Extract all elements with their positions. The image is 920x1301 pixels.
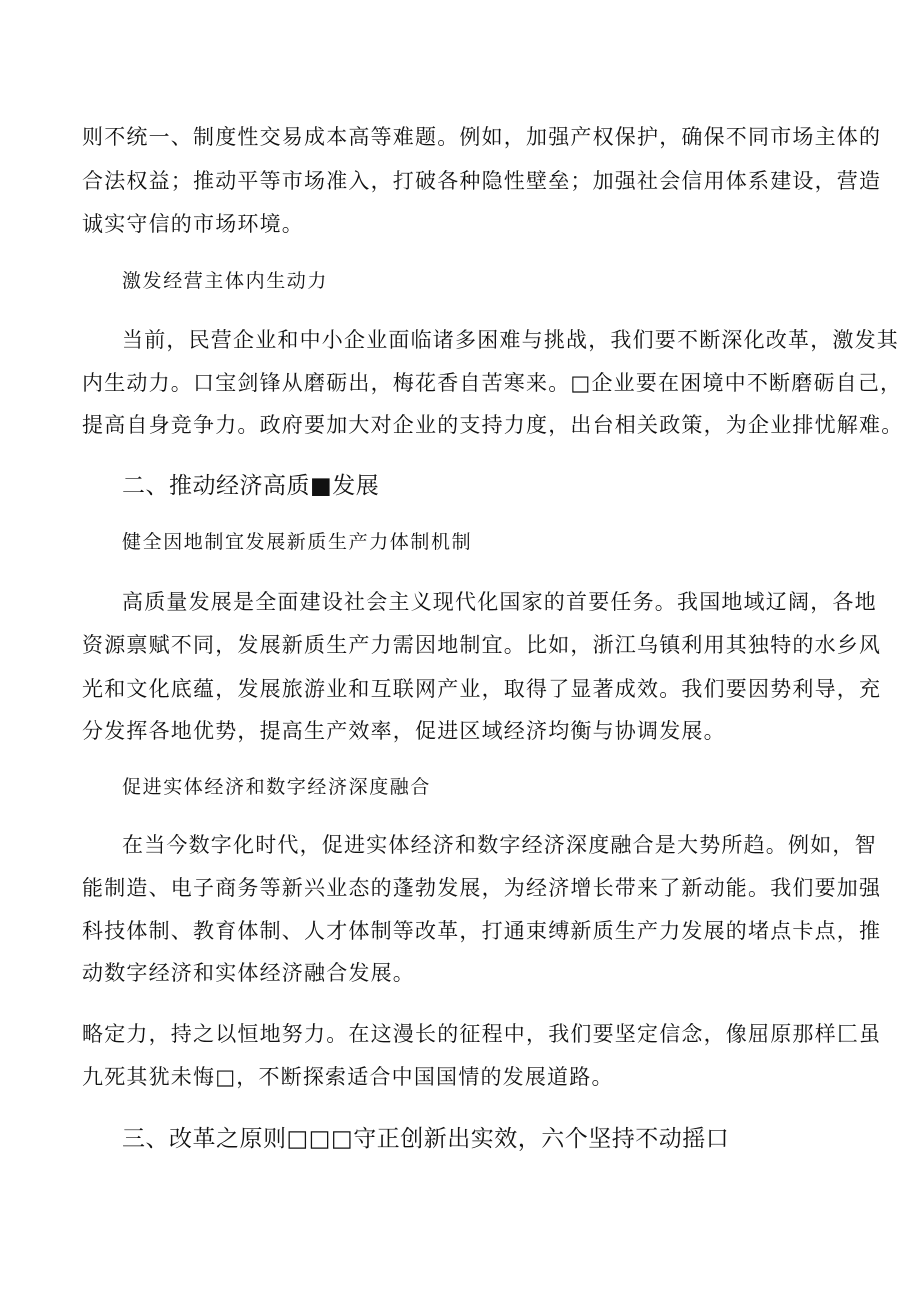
paragraph-line: 略定力，持之以恒地努力。在这漫长的征程中，我们要坚定信念，像屈原那样匚虽 — [82, 1022, 882, 1046]
paragraph-line: 动数字经济和实体经济融合发展。 — [82, 961, 415, 985]
section-heading-2: 二、推动经济高质■发展 — [122, 473, 380, 499]
paragraph-line: 提高自身竞争力。政府要加大对企业的支持力度，出台相关政策，为企业排忧解难。 — [82, 413, 904, 437]
subheading-digital-integration: 促进实体经济和数字经济深度融合 — [122, 776, 432, 798]
paragraph-line: 当前，民营企业和中小企业面临诸多困难与挑战，我们要不断深化改革，激发其 — [122, 328, 899, 352]
paragraph-line: 能制造、电子商务等新兴业态的蓬勃发展，为经济增长带来了新动能。我们要加强 — [82, 876, 882, 900]
paragraph-line: 分发挥各地优势，提高生产效率，促进区域经济均衡与协调发展。 — [82, 719, 726, 743]
paragraph-line: 内生动力。口宝剑锋从磨砺出，梅花香自苦寒来。□企业要在困境中不断磨砺自己， — [82, 371, 903, 395]
paragraph-line: 九死其犹未悔□，不断探索适合中国国情的发展道路。 — [82, 1065, 614, 1089]
subheading-stimulate-vitality: 激发经营主体内生动力 — [122, 270, 329, 292]
paragraph-line: 高质量发展是全面建设社会主义现代化国家的首要任务。我国地域辽阔，各地 — [122, 590, 877, 614]
paragraph-line: 合法权益；推动平等市场准入，打破各种隐性壁垒；加强社会信用体系建设，营造 — [82, 169, 882, 193]
paragraph-line: 诚实守信的市场环境。 — [82, 212, 304, 236]
paragraph-line: 资源禀赋不同，发展新质生产力需因地制宜。比如，浙江乌镇利用其独特的水乡风 — [82, 633, 882, 657]
section-heading-3: 三、改革之原则□□□守正创新出实效，六个坚持不动摇口 — [122, 1126, 730, 1152]
paragraph-line: 光和文化底蕴，发展旅游业和互联网产业，取得了显著成效。我们要因势利导，充 — [82, 677, 882, 701]
subheading-productivity-mechanism: 健全因地制宜发展新质生产力体制机制 — [122, 531, 473, 553]
paragraph-line: 则不统一、制度性交易成本高等难题。例如，加强产权保护，确保不同市场主体的 — [82, 125, 882, 149]
paragraph-line: 科技体制、教育体制、人才体制等改革，打通束缚新质生产力发展的堵点卡点，推 — [82, 919, 882, 943]
paragraph-line: 在当今数字化时代，促进实体经济和数字经济深度融合是大势所趋。例如，智 — [122, 833, 877, 857]
